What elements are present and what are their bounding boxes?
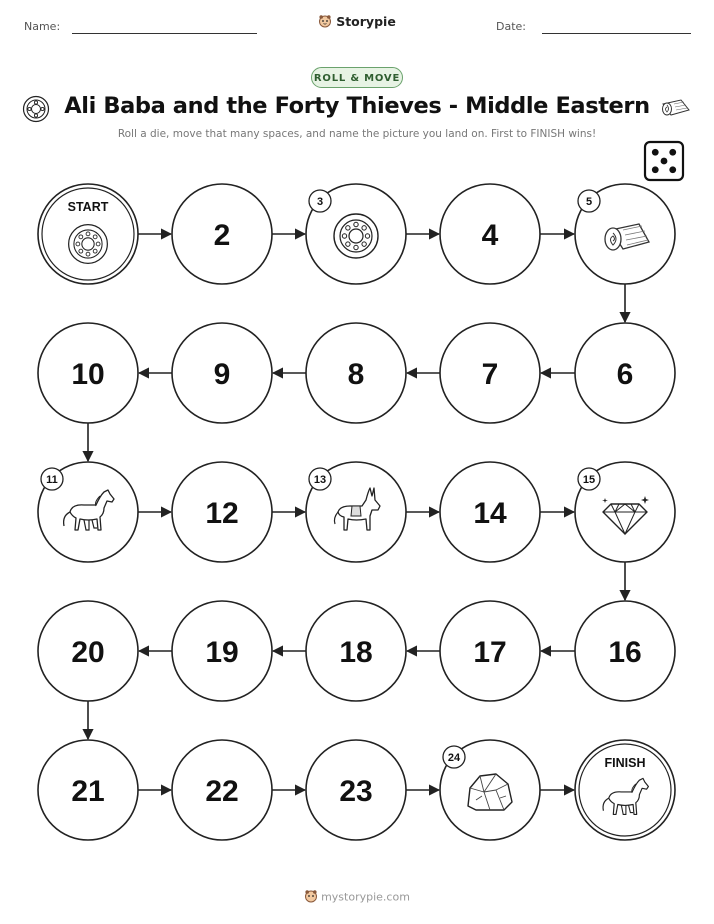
board-space-14 bbox=[440, 462, 540, 562]
game-type-badge: ROLL & MOVE bbox=[311, 67, 403, 88]
board-space-20 bbox=[38, 601, 138, 701]
board-space-16 bbox=[575, 601, 675, 701]
page-title: Ali Baba and the Forty Thieves - Middle Eastern bbox=[64, 93, 650, 119]
footer-url: mystorypie.com bbox=[321, 890, 410, 904]
space-number: 24 bbox=[447, 752, 461, 764]
die-pip bbox=[661, 158, 668, 165]
brand-name: Storypie bbox=[336, 14, 396, 29]
space-number: 15 bbox=[582, 474, 596, 486]
space-number: 17 bbox=[473, 636, 507, 669]
space-number: 18 bbox=[339, 636, 373, 669]
board-space-8 bbox=[306, 323, 406, 423]
space-number: 2 bbox=[213, 219, 231, 252]
space-number: 9 bbox=[213, 358, 231, 391]
die-pip bbox=[669, 149, 676, 156]
date-label: Date: bbox=[496, 20, 526, 33]
coin-icon bbox=[334, 214, 378, 258]
space-number: 22 bbox=[205, 775, 239, 808]
board-space-2 bbox=[172, 184, 272, 284]
space-number: 3 bbox=[316, 196, 324, 208]
space-number: 8 bbox=[347, 358, 365, 391]
die-icon bbox=[645, 142, 683, 180]
die-pip bbox=[652, 166, 659, 173]
space-number: 4 bbox=[481, 219, 499, 252]
board-space-22 bbox=[172, 740, 272, 840]
space-number: 7 bbox=[481, 358, 499, 391]
finish-label: FINISH bbox=[604, 756, 646, 770]
board-space-25 bbox=[575, 740, 675, 840]
space-number: 19 bbox=[205, 636, 239, 669]
space-number: 10 bbox=[71, 358, 105, 391]
space-number: 14 bbox=[473, 497, 507, 530]
storypie-mascot-icon bbox=[304, 889, 318, 906]
board-space-17 bbox=[440, 601, 540, 701]
start-label: START bbox=[67, 200, 109, 214]
board-space-9 bbox=[172, 323, 272, 423]
name-label: Name: bbox=[24, 20, 61, 33]
space-number: 23 bbox=[339, 775, 373, 808]
board-space-4 bbox=[440, 184, 540, 284]
space-number: 6 bbox=[616, 358, 634, 391]
board-space-7 bbox=[440, 323, 540, 423]
board-space-12 bbox=[172, 462, 272, 562]
space-circle bbox=[575, 740, 675, 840]
space-number: 11 bbox=[46, 474, 58, 486]
board-space-18 bbox=[306, 601, 406, 701]
board-space-6 bbox=[575, 323, 675, 423]
instructions: Roll a die, move that many spaces, and name the picture you land on. First to FINISH wins! bbox=[117, 128, 597, 140]
space-number: 21 bbox=[71, 775, 105, 808]
board-space-21 bbox=[38, 740, 138, 840]
board-space-19 bbox=[172, 601, 272, 701]
die-pip bbox=[652, 149, 659, 156]
space-number: 20 bbox=[71, 636, 105, 669]
board-space-23 bbox=[306, 740, 406, 840]
die-pip bbox=[669, 166, 676, 173]
coin-icon bbox=[69, 225, 108, 264]
space-number: 12 bbox=[205, 497, 239, 530]
space-number: 16 bbox=[608, 636, 642, 669]
footer bbox=[0, 889, 714, 906]
board-space-10 bbox=[38, 323, 138, 423]
space-number: 5 bbox=[585, 196, 593, 208]
space-number: 13 bbox=[313, 474, 327, 486]
